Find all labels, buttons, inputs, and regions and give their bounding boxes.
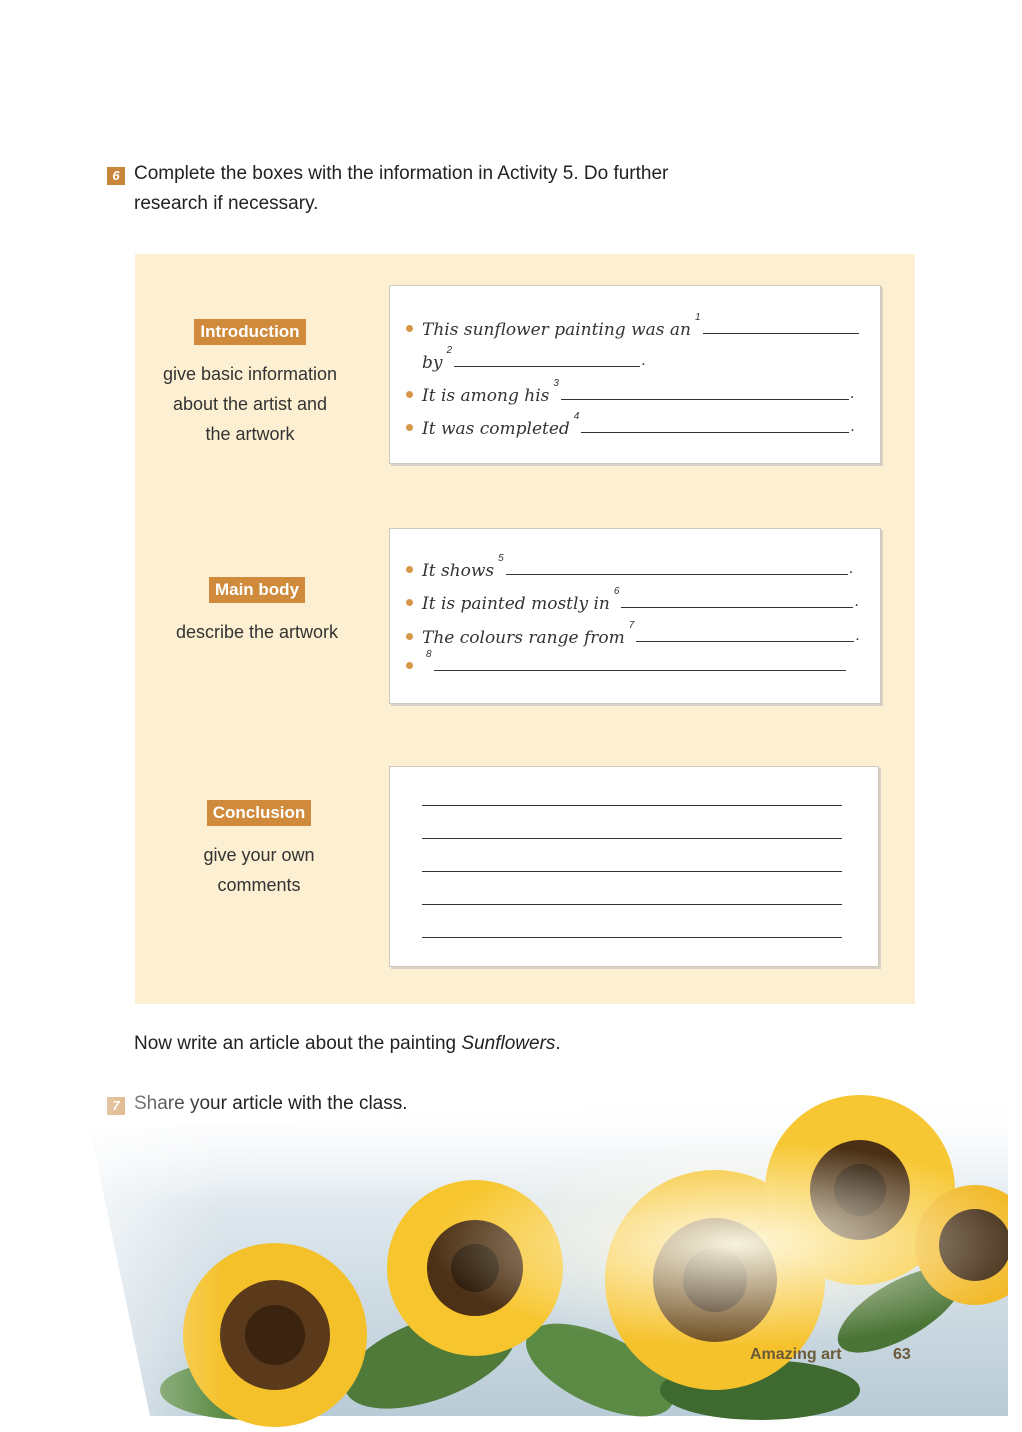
intro-row-3 — [406, 378, 854, 406]
full-stop: . — [855, 628, 860, 644]
answer-blank-7[interactable] — [636, 640, 854, 642]
full-stop: . — [849, 386, 855, 402]
instruction-line-1: Complete the boxes with the information in Activity 5. Do further — [134, 163, 669, 184]
writing-line-1[interactable] — [422, 805, 842, 806]
introduction-desc-line-3: the artwork — [205, 424, 295, 444]
conclusion-section-label — [149, 800, 369, 900]
page-number: 63 — [893, 1346, 911, 1363]
answer-blank-5[interactable] — [506, 573, 848, 575]
introduction-desc-line-2: about the artist and — [172, 394, 328, 414]
answer-blank-2[interactable] — [454, 365, 640, 367]
intro-row-4-text: It was completed — [422, 419, 570, 439]
introduction-description — [140, 359, 360, 449]
intro-row-4 — [406, 411, 855, 439]
bullet-icon — [406, 633, 413, 640]
body-row-6 — [406, 586, 859, 614]
bullet-icon — [406, 424, 413, 431]
conclusion-desc-line-2: comments — [217, 875, 301, 895]
blank-number-1: 1 — [695, 312, 701, 323]
answer-blank-3[interactable] — [561, 398, 849, 400]
blank-number-5: 5 — [498, 553, 504, 564]
intro-row-2 — [422, 345, 646, 373]
writing-plan-panel — [135, 254, 915, 1004]
writing-line-5[interactable] — [422, 937, 842, 938]
main-body-description: describe the artwork — [175, 622, 339, 642]
intro-row-2-text: by — [422, 353, 443, 373]
body-row-6-text: It is painted mostly in — [422, 594, 610, 614]
body-row-5-text: It shows — [422, 561, 495, 581]
blank-number-2: 2 — [446, 345, 453, 356]
full-stop: . — [641, 353, 646, 369]
full-stop: . — [850, 419, 855, 435]
activity-6-instruction — [134, 159, 668, 219]
body-row-7 — [406, 620, 860, 648]
answer-blank-4[interactable] — [581, 431, 849, 433]
conclusion-tag: Conclusion — [207, 800, 312, 826]
introduction-section-label — [140, 319, 360, 449]
main-body-tag: Main body — [209, 577, 305, 603]
blank-number-4: 4 — [573, 411, 580, 422]
now-write-suffix: . — [555, 1033, 561, 1054]
body-row-8 — [406, 649, 846, 677]
footer-section-title: Amazing art — [750, 1346, 842, 1363]
answer-blank-6[interactable] — [621, 606, 853, 608]
introduction-box — [389, 285, 881, 464]
bullet-icon — [406, 662, 413, 669]
main-body-box — [389, 528, 881, 704]
body-row-5 — [406, 553, 853, 581]
answer-blank-1[interactable] — [703, 332, 859, 334]
conclusion-box — [389, 766, 879, 967]
full-stop: . — [854, 594, 859, 610]
blank-number-7: 7 — [628, 620, 635, 631]
intro-row-3-text: It is among his — [422, 386, 550, 406]
blank-number-6: 6 — [613, 586, 620, 597]
writing-line-3[interactable] — [422, 871, 842, 872]
instruction-line-2: research if necessary. — [134, 193, 319, 214]
intro-row-1-text: This sunflower painting was an — [422, 320, 691, 340]
main-body-section-label — [147, 577, 367, 647]
now-write-instruction — [134, 1029, 561, 1059]
bullet-icon — [406, 391, 413, 398]
conclusion-description — [149, 840, 369, 900]
bullet-icon — [406, 566, 413, 573]
full-stop: . — [848, 561, 854, 577]
now-write-prefix: Now write an article about the painting — [134, 1033, 462, 1054]
introduction-tag: Introduction — [194, 319, 305, 345]
conclusion-desc-line-1: give your own — [203, 845, 315, 865]
blank-number-8: 8 — [426, 649, 432, 660]
intro-row-1 — [406, 312, 859, 340]
writing-line-4[interactable] — [422, 904, 842, 905]
body-row-7-text: The colours range from — [422, 628, 625, 648]
introduction-desc-line-1: give basic information — [162, 364, 338, 384]
writing-line-2[interactable] — [422, 838, 842, 839]
answer-blank-8[interactable] — [434, 669, 846, 671]
bullet-icon — [406, 325, 413, 332]
sunflowers-photo — [0, 1090, 1022, 1432]
bullet-icon — [406, 599, 413, 606]
activity-6-number: 6 — [107, 167, 125, 185]
blank-number-3: 3 — [553, 378, 559, 389]
painting-title: Sunflowers — [461, 1033, 556, 1054]
